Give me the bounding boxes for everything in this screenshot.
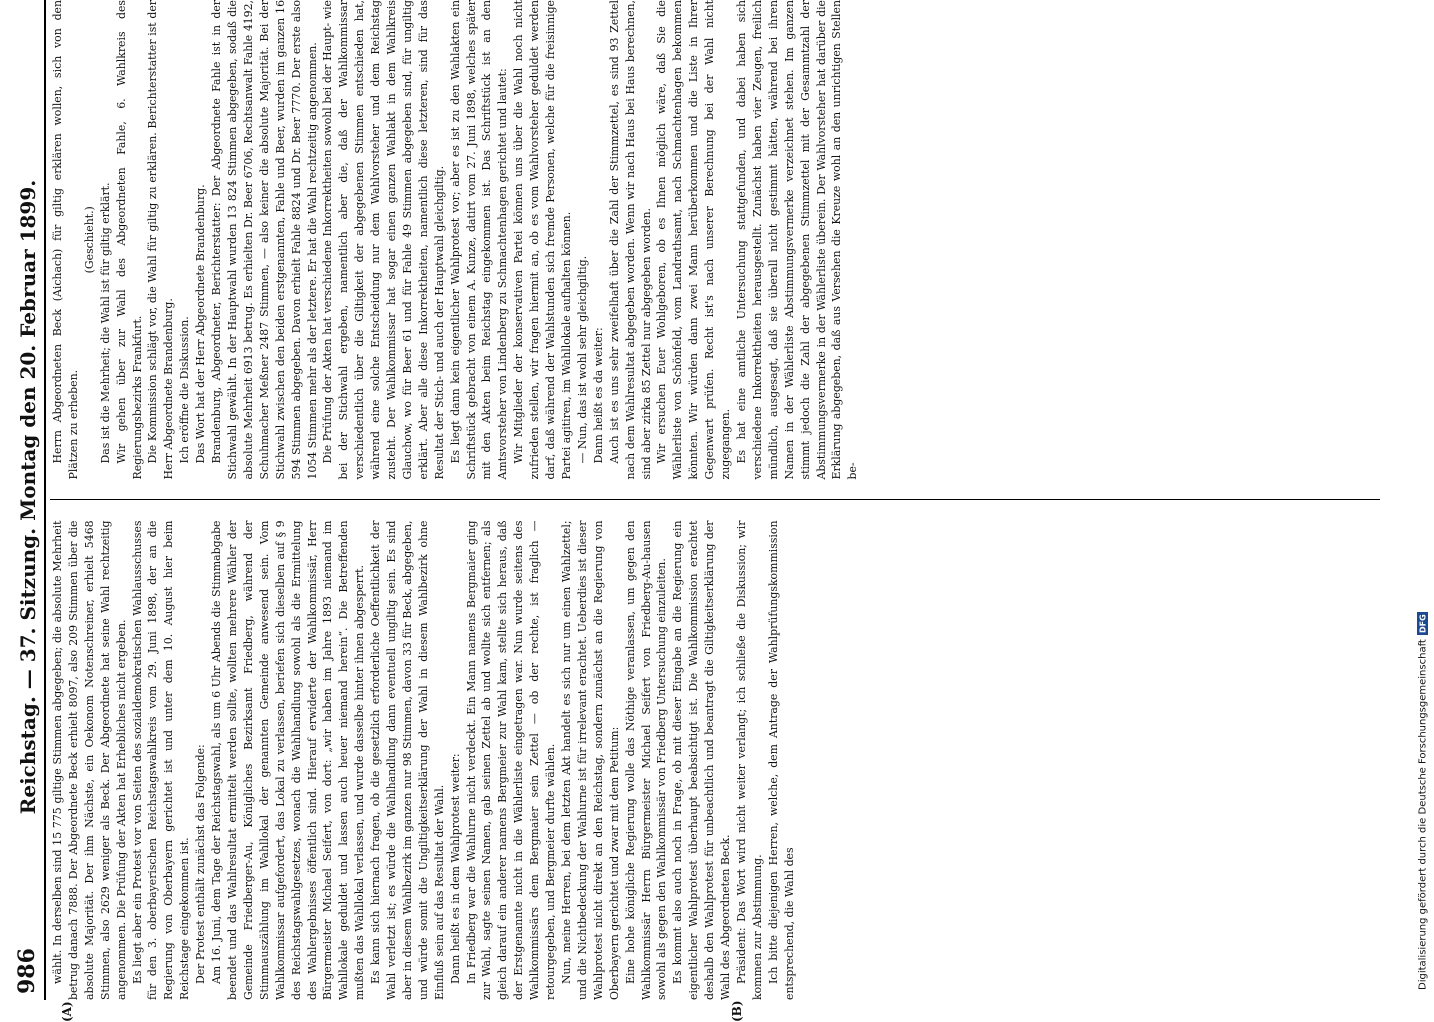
credit-text: Digitalisierung gefördert durch die Deutsche Forschungsgemeinschaft [1418, 639, 1429, 990]
right-column-paragraph: Es liegt dann kein eigentlicher Wahlprotest vor; aber es ist zu den Wahlakten ein Schriftstück gebracht von einem A. Kunze, datirt vom 27. Juni 1898, welches später mit den Akten beim Reichstag eingekommen ist. Das Schriftstück ist an den Amtsvorsteher von Lindenberg zu Schmachtenhagen gerichtet und lautet: [448, 0, 512, 480]
right-column-paragraph: Wir ersuchen Euer Wohlgeboren, ob es Ihnen möglich wäre, daß Sie die Wählerliste von Schönfeld, vom Landrathsamt, nach Schmachtenhagen bekommen könnten. Wir würden dann zwei Mann herüberkommen und die Liste in Ihrer Gegenwart prüfen. Recht ist's nach unserer Berechnung bei der Wahl nicht zugegangen. [654, 0, 734, 480]
left-column-paragraph: Eine hohe königliche Regierung wolle das Nöthige veranlassen, um gegen den Wahlkommissär Herrn Bürgermeister Michael Seifert von Friedberg-Au-hausen sowohl als gegen den Wahlkommissär von Friedberg Untersuchung einzuleiten. [623, 521, 671, 1001]
right-column-paragraph: Wir gehen über zur Wahl des Abgeordneten Fahle, 6. Wahlkreis des Regierungsbezirks Frankfurt. [114, 0, 146, 480]
margin-mark-a: (A) [60, 1001, 74, 1022]
right-column-paragraph: (Geschieht.) [82, 0, 98, 480]
right-column-paragraph: Herrn Abgeordneten Beck (Aichach) für giltig erklären wollen, sich von den Plätzen zu erheben. [50, 0, 82, 480]
text-columns [50, 0, 1380, 1000]
right-column-paragraph: Wir Mitglieder der konservativen Partei können uns über die Wahl noch nicht zufrieden stellen, wir fragen hiermit an, ob es vom Wahlvorsteher geduldet werden darf, daß während der Wahlstunden sich fremde Personen, welche für die freisinnige Partei agitiren, im Wahllokale aufhalten können. [511, 0, 575, 480]
left-column-paragraph: Nun, meine Herren, bei dem letzten Akt handelt es sich nur um einen Wahlzettel; und die Nichtbedeckung der Wahlurne ist für irrelevant erachtet. Ueberdies ist dieser Wahlprotest nicht direkt an den Reichstag, sondern zunächst an die Regierung von Oberbayern gerichtet und zwar mit dem Petitum: [559, 521, 623, 1001]
left-column-paragraph: Der Protest enthält zunächst das Folgende: [193, 521, 209, 1001]
dfg-logo: DFG [1418, 612, 1429, 635]
left-column-paragraph: Präsident: Das Wort wird nicht weiter verlangt; ich schließe die Diskussion; wir kommen zur Abstimmung. [734, 521, 766, 1001]
left-column-paragraph: Ich bitte diejenigen Herren, welche, dem Antrage der Wahlprüfungskommission entsprechend, die Wahl des [766, 521, 798, 1001]
right-column-paragraph: Ich eröffne die Diskussion. [177, 0, 193, 480]
digitization-credit [1412, 0, 1434, 1000]
left-column [50, 521, 1380, 1001]
page-header [0, 0, 40, 1000]
page-number: 986 [14, 948, 40, 994]
left-column-paragraph: Am 16. Juni, dem Tage der Reichstagswahl, als um 6 Uhr Abends die Stimmabgabe beendet und das Wahlresultat ermittelt werden sollte, wollten mehrere Wähler der Gemeinde Friedberger-Au, Königliches Bezirksamt Friedberg, während der Stimmauszählung im Wahllokal der genannten Gemeinde anwesend sein. Vom Wahlkommissar aufgefordert, das Lokal zu verlassen, beriefen sich dieselben auf § 9 des Reichstagswahlgesetzes, wonach die Wahlhandlung sowohl als die Ermittelung des Wahlergebnisses öffentlich sind. Hierauf erwiderte der Wahlkommissär, Herr Bürgermeister Michael Seifert, von dort: „wir haben im Jahre 1893 niemand im Wahllokale geduldet und lassen auch heuer niemand herein“. Die Betreffenden mußten das Wahllokal verlassen, und wurde dasselbe hinter ihnen abgesperrt. [209, 521, 368, 1001]
right-column-paragraph: — Nun, das ist wohl sehr gleichgiltig. [575, 0, 591, 480]
left-column-paragraph: Es kann sich hiernach fragen, ob die gesetzlich erforderliche Oeffentlichkeit der Wahl verletzt ist; es würde die Wahlhandlung dann eventuell ungiltig sein. Es sind aber in diesem Wahlbezirk im ganzen nur 98 Stimmen, davon 33 für Beck, abgegeben, und würde somit die Ungiltigkeitserklärung der Wahl in diesem Wahlbezirk ohne Einfluß sein auf das Resultat der Wahl. [368, 521, 448, 1001]
right-column-paragraph: Die Prüfung der Akten hat verschiedene Inkorrektheiten sowohl bei der Haupt- wie bei der Stichwahl ergeben, namentlich aber die, daß der Wahlkommissar verschiedentlich über die Giltigkeit der abgegebenen Stimmen entschieden hat, während eine solche Entscheidung nur dem Wahlvorsteher und dem Reichstag zusteht. Der Wahlkommissar hat sogar einen ganzen Wahlakt in dem Wahlkreis Glauchow, wo für Beer 61 und für Fahle 49 Stimmen abgegeben sind, für ungiltig erklärt. Aber alle diese Inkorrektheiten, namentlich diese letzteren, sind für das Resultat der Stich- und auch der Hauptwahl gleichgiltig. [320, 0, 447, 480]
left-column-paragraph: In Friedberg war die Wahlurne nicht verdeckt. Ein Mann namens Bergmaier ging zur Wahl, sagte seinen Namen, gab seinen Zettel ab und wollte sich entfernen; als gleich darauf ein anderer namens Bergmeier zur Wahl kam, stellte sich heraus, daß der Erstgenannte nicht in die Wählerliste eingetragen war. Nun wurde seitens des Wahlkommissärs dem Bergmaier sein Zettel — ob der rechte, ist fraglich — retourgegeben, und Bergmeier durfte wählen. [464, 521, 559, 1001]
session-title: Reichstag. — 37. Sitzung. Montag den 20. Februar 1899. [16, 180, 40, 815]
right-column-paragraph: Die Kommission schlägt vor, die Wahl für giltig zu erklären. Berichterstatter ist der Herr Abgeordnete Brandenburg. [145, 0, 177, 480]
right-column-paragraph: Das ist die Mehrheit; die Wahl ist für giltig erklärt. [98, 0, 114, 480]
left-column-paragraph: wählt. In derselben sind 15 775 giltige Stimmen abgegeben; die absolute Mehrheit betrug danach 7888. Der Abgeordnete Beck erhielt 8097, also 209 Stimmen über die absolute Majorität. Der ihm Nächste, ein Oekonom Notenschreiner, erhielt 5468 Stimmen, also 2629 weniger als Beck. Der Abgeordnete hat seine Wahl rechtzeitig angenommen. Die Prüfung der Akten hat Erhebliches nicht ergeben. [50, 521, 130, 1001]
right-column-paragraph: Das Wort hat der Herr Abgeordnete Brandenburg. [193, 0, 209, 480]
header-rule [44, 0, 46, 1000]
column-divider [50, 500, 1380, 501]
right-column-paragraph: Es hat eine amtliche Untersuchung stattgefunden, und dabei haben sich verschiedene Inkorrektheiten herausgestellt. Zunächst haben vier Zeugen, freilich mündlich, ausgesagt, daß sie überall nicht gestimmt hätten, während bei ihren Namen in der Wählerliste Abstimmungsvermerke verzeichnet stehen. Im ganzen stimmt jedoch die Zahl der abgegebenen Stimmzettel mit der Gesammtzahl der Abstimmungsvermerke in der Wählerliste überein. Der Wahlvorsteher hat darüber die Erklärung abgegeben, daß aus Versehen die Kreuze wohl an den unrichtigen Stellen be- [734, 0, 861, 480]
right-column [50, 0, 1380, 480]
left-column-paragraph: Es kommt also auch noch in Frage, ob mit dieser Eingabe an die Regierung ein eigentlicher Wahlprotest überhaupt beabsichtigt ist. Die Wahlkommission erachtet deshalb den Wahlprotest für unbeachtlich und beantragt die Giltigkeitserklärung der Wahl des Abgeordneten Beck. [670, 521, 734, 1001]
right-column-paragraph: Dann heißt es da weiter: [591, 0, 607, 480]
right-column-paragraph: Brandenburg, Abgeordneter, Berichterstatter: Der Abgeordnete Fahle ist in der Stichwahl gewählt. In der Hauptwahl wurden 13 824 Stimmen abgegeben, sodaß die absolute Mehrheit 6913 betrug. Es erhielten Dr. Beer 6706, Rechtsanwalt Fahle 4192, Schuhmacher Meßner 2487 Stimmen, — also keiner die absolute Majorität. Bei der Stichwahl zwischen den beiden erstgenannten, Fahle und Beer, wurden im ganzen 16 594 Stimmen abgegeben. Davon erhielt Fahle 8824 und Dr. Beer 7770. Der erste also 1054 Stimmen mehr als der letztere. Er hat die Wahl rechtzeitig angenommen. [209, 0, 320, 480]
right-column-paragraph: Auch ist es uns sehr zweifelhaft über die Zahl der Stimmzettel, es sind 93 Zettel nach dem Wahlresultat abgegeben worden. Wenn wir nach Haus bei Haus berechnen, sind aber zirka 85 Zettel nur abgegeben worden. [607, 0, 655, 480]
left-column-paragraph: Es liegt aber ein Protest vor von Seiten des sozialdemokratischen Wahlausschusses für den 3. oberbayerischen Reichstagswahlkreis vom 29. Juni 1898, der an die Regierung von Oberbayern gerichtet ist und unter dem 10. August hier beim Reichstage eingekommen ist. [130, 521, 194, 1001]
left-column-paragraph: Dann heißt es in dem Wahlprotest weiter: [448, 521, 464, 1001]
margin-mark-b: (B) [730, 1001, 744, 1022]
